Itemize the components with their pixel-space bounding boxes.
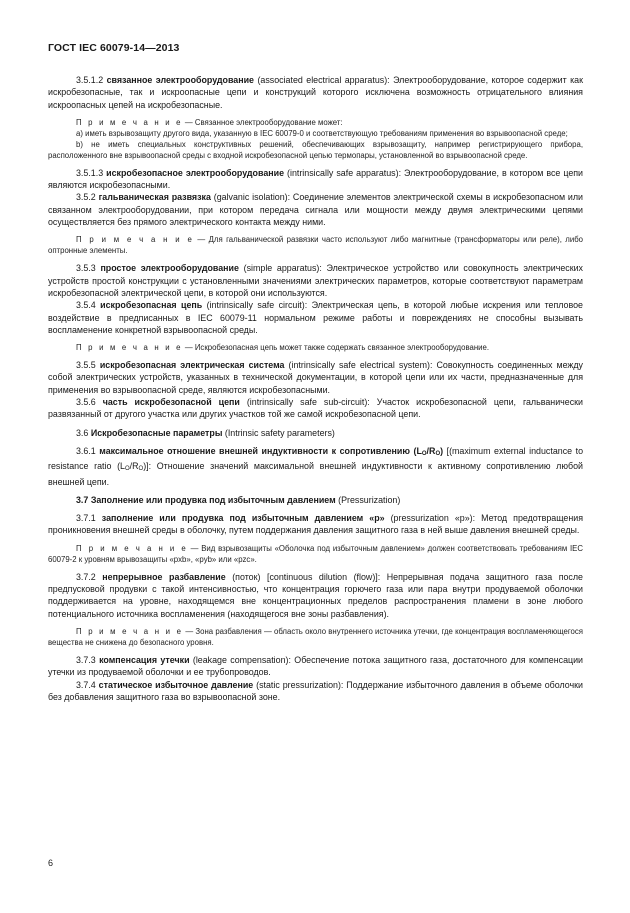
clause-3-5-3: 3.5.3 простое электрооборудование (simple apparatus): Электрическое устройство или совокупность электрических устройств простой конструкции с установленными значениями электрических параметров, которые соответствуют параметрам искробезопасной электрической цепи, в которой они используются. — [48, 263, 583, 298]
clause-3-7-3: 3.7.3 компенсация утечки (leakage compensation): Обеспечение потока защитного газа, достаточного для компенсации утечки из продуваемой оболочки и ее трубопроводов. — [48, 654, 583, 678]
note-3-5-1-2: П р и м е ч а н и е — Связанное электрооборудование может: — [76, 117, 343, 127]
clause-3-7: 3.7 Заполнение или продувка под избыточным давлением (Pressurization) — [76, 494, 401, 505]
clause-3-5-5: 3.5.5 искробезопасная электрическая система (intrinsically safe electrical system): Совокупность соединенных между собой электрических устройств, указанных в технической документации, в которой цепи или их части, предназначенные для применения во взрывоопасной среде, являются искробезопасными. — [48, 360, 583, 395]
clause-3-5-6: 3.5.6 часть искробезопасной цепи (intrinsically safe sub-circuit): Участок искробезопасной цепи, гальванически развязанный от другого участка или других участков той же самой искробезопасной цепи. — [48, 397, 583, 420]
note-3-5-1-2-item-a: а) иметь взрывозащиту другого вида, указанную в IEC 60079-0 и соответствующую требованиям применения во взрывоопасной среде; — [76, 128, 568, 138]
document-header: ГОСТ IEC 60079-14—2013 — [48, 42, 180, 54]
clause-3-7-4: 3.7.4 статическое избыточное давление (static pressurization): Поддержание избыточного давления в объеме оболочки без добавления защитного газа во взрывоопасной зоне. — [48, 679, 583, 702]
note-3-5-4: П р и м е ч а н и е — Искробезопасная цепь может также содержать связанное электрооборудование. — [76, 343, 490, 353]
clause-3-5-1-3: 3.5.1.3 искробезопасное электрооборудование (intrinsically safe apparatus): Электрооборудование, в котором все цепи являются искробезопасными. — [48, 167, 584, 191]
clause-3-7-1: 3.7.1 заполнение или продувка под избыточным давлением «р» (pressurization «р»): Метод предотвращения проникновения внешней среды в оболочку, путем поддержания давления защитного газа в ней выше давления внешней среды. — [48, 513, 583, 536]
page-number: 6 — [48, 858, 54, 868]
clause-3-6-1: 3.6.1 максимальное отношение внешней индуктивности к сопротивлению (LO/RO) [(maximum external inductance to resistance ratio (LO/RO)]: Отношение значений максимальной внешней индуктивности к активному сопротивлению любой внешней цепи. — [48, 445, 584, 487]
clause-3-6: 3.6 Искробезопасные параметры (Intrinsic safety parameters) — [76, 427, 335, 438]
note-3-7-1: П р и м е ч а н и е — Вид взрывозащиты «Оболочка под избыточным давлением» должен соответствовать требованиям IEC 60079-2 к уровням врывозащиты «pxb», «pyb» или «pzc». — [48, 543, 583, 564]
clause-3-7-2: 3.7.2 непрерывное разбавление (поток) [continuous dilution (flow)]: Непрерывная подача защитного газа после предпусковой продувки с такой интенсивностью, что концентрация горючего газа или пара внутри продуваемой оболочки поддерживается на уровне, находящемся вне концентрационных пределов распространения пламени в зоне любого потенциального источника воспламенения (находящегося вне зоны разбавления). — [48, 571, 583, 619]
clause-3-5-1-2: 3.5.1.2 связанное электрооборудование (associated electrical apparatus): Электрооборудование, которое содержит как искробезопасные, так и искроопасные цепи и конструкций которого исключена возможность отрицательного влияния искроопасных цепей на искробезопасные. — [48, 75, 584, 110]
clause-3-5-4: 3.5.4 искробезопасная цепь (intrinsically safe circuit): Электрическая цепь, в которой любые искрения или тепловое воздействие в предписанных в IEC 60079-11 нормальном режиме работы и повреждениях не способны вызывать воспламенение конкретной взрывоопасной среды. — [48, 300, 583, 335]
note-3-7-2: П р и м е ч а н и е — Зона разбавления — область около внутреннего источника утечки, где концентрация воспламеняющегося вещества не снижена до безопасного уровня. — [48, 626, 583, 647]
note-3-5-2: П р и м е ч а н и е — Для гальванической развязки часто используют либо магнитные (трансформаторы или реле), либо оптронные элементы. — [48, 235, 583, 256]
clause-3-5-2: 3.5.2 гальваническая развязка (galvanic isolation): Соединение элементов электрической схемы в искробезопасном или связанном электрооборудовании, при котором передача сигнала или мощности между двумя электрическими цепями осуществляется без прямого электрического контакта между ними. — [48, 192, 583, 228]
document-page — [48, 42, 583, 703]
note-3-5-1-2-item-b: b) не иметь специальных конструктивных решений, обеспечивающих взрывозащиту, например регистрирующего прибора, расположенного вне взрывоопасной среды с входной искробезопасной цепью термопары, установленной во взрывоопасной среде. — [48, 139, 583, 160]
